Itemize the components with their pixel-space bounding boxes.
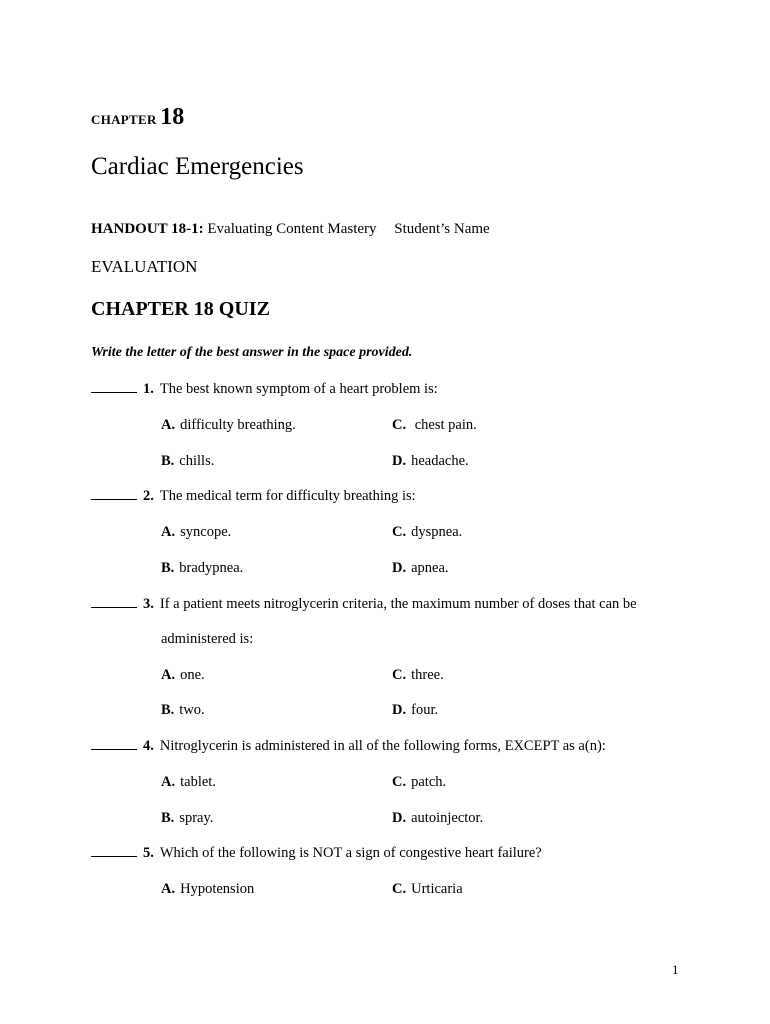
question-5 bbox=[91, 845, 542, 862]
option-text: Hypotension bbox=[180, 881, 255, 897]
option-4a bbox=[161, 774, 216, 791]
option-letter: A. bbox=[161, 774, 176, 790]
option-text: Urticaria bbox=[411, 881, 463, 897]
option-text: syncope. bbox=[180, 524, 232, 540]
option-letter: A. bbox=[161, 524, 176, 540]
option-letter: B. bbox=[161, 453, 175, 469]
option-4b bbox=[161, 810, 213, 827]
question-text: Nitroglycerin is administered in all of the following forms, EXCEPT as a(n): bbox=[159, 738, 606, 754]
answer-blank-1[interactable] bbox=[91, 391, 137, 393]
option-text: tablet. bbox=[180, 774, 216, 790]
option-letter: B. bbox=[161, 810, 175, 826]
option-letter: C. bbox=[392, 667, 407, 683]
option-text: four. bbox=[411, 702, 439, 718]
answer-blank-2[interactable] bbox=[91, 498, 137, 500]
chapter-number: 18 bbox=[160, 104, 185, 130]
quiz-instructions: Write the letter of the best answer in the space provided. bbox=[91, 345, 413, 360]
option-4c bbox=[392, 774, 446, 791]
question-text: The medical term for difficulty breathing is: bbox=[159, 488, 416, 504]
option-text: chills. bbox=[179, 453, 215, 469]
evaluation-label: EVALUATION bbox=[91, 257, 198, 276]
option-text: difficulty breathing. bbox=[180, 417, 296, 433]
handout-text: Evaluating Content Mastery bbox=[207, 221, 377, 237]
question-number: 4. bbox=[143, 738, 154, 754]
question-text: If a patient meets nitroglycerin criteria, the maximum number of doses that can be bbox=[159, 596, 637, 612]
option-1a bbox=[161, 417, 296, 434]
chapter-label bbox=[91, 104, 184, 131]
handout-label: HANDOUT 18-1: bbox=[91, 221, 204, 237]
option-3b bbox=[161, 702, 205, 719]
option-2a bbox=[161, 524, 231, 541]
question-4 bbox=[91, 738, 606, 755]
option-text: autoinjector. bbox=[411, 810, 484, 826]
option-letter: B. bbox=[161, 702, 175, 718]
option-letter: D. bbox=[392, 560, 407, 576]
option-1d bbox=[392, 453, 469, 470]
option-text: spray. bbox=[179, 810, 214, 826]
option-1c bbox=[392, 417, 477, 434]
option-letter: C. bbox=[392, 881, 407, 897]
option-2b bbox=[161, 560, 243, 577]
option-text: one. bbox=[180, 667, 205, 683]
option-letter: C. bbox=[392, 417, 407, 433]
option-2c bbox=[392, 524, 462, 541]
question-text: The best known symptom of a heart problem is: bbox=[159, 381, 438, 397]
option-text: headache. bbox=[411, 453, 469, 469]
option-letter: C. bbox=[392, 524, 407, 540]
option-text: dyspnea. bbox=[411, 524, 463, 540]
option-3d bbox=[392, 702, 438, 719]
option-text: chest pain. bbox=[411, 417, 477, 433]
option-letter: A. bbox=[161, 881, 176, 897]
option-text: apnea. bbox=[411, 560, 449, 576]
option-letter: B. bbox=[161, 560, 175, 576]
question-1 bbox=[91, 381, 438, 398]
option-5c bbox=[392, 881, 463, 898]
option-text: bradypnea. bbox=[179, 560, 244, 576]
option-5a bbox=[161, 881, 254, 898]
page-title: Cardiac Emergencies bbox=[91, 153, 304, 180]
question-number: 3. bbox=[143, 596, 154, 612]
chapter-word: CHAPTER bbox=[91, 112, 157, 127]
question-number: 2. bbox=[143, 488, 154, 504]
question-number: 5. bbox=[143, 845, 154, 861]
option-letter: C. bbox=[392, 774, 407, 790]
question-number: 1. bbox=[143, 381, 154, 397]
option-letter: D. bbox=[392, 810, 407, 826]
answer-blank-5[interactable] bbox=[91, 855, 137, 857]
option-3a bbox=[161, 667, 205, 684]
question-2 bbox=[91, 488, 416, 505]
option-1b bbox=[161, 453, 214, 470]
question-3-continued: administered is: bbox=[161, 631, 254, 647]
page-number: 1 bbox=[672, 962, 679, 977]
answer-blank-3[interactable] bbox=[91, 606, 137, 608]
question-text: Which of the following is NOT a sign of congestive heart failure? bbox=[159, 845, 542, 861]
question-3 bbox=[91, 596, 637, 613]
option-letter: D. bbox=[392, 453, 407, 469]
option-letter: A. bbox=[161, 667, 176, 683]
option-text: two. bbox=[179, 702, 205, 718]
option-text: patch. bbox=[411, 774, 447, 790]
option-4d bbox=[392, 810, 483, 827]
handout-line bbox=[91, 221, 490, 238]
option-letter: A. bbox=[161, 417, 176, 433]
answer-blank-4[interactable] bbox=[91, 748, 137, 750]
option-text: three. bbox=[411, 667, 444, 683]
option-2d bbox=[392, 560, 449, 577]
quiz-title: CHAPTER 18 QUIZ bbox=[91, 298, 270, 320]
student-name-label: Student’s Name bbox=[394, 221, 490, 237]
option-3c bbox=[392, 667, 444, 684]
option-letter: D. bbox=[392, 702, 407, 718]
